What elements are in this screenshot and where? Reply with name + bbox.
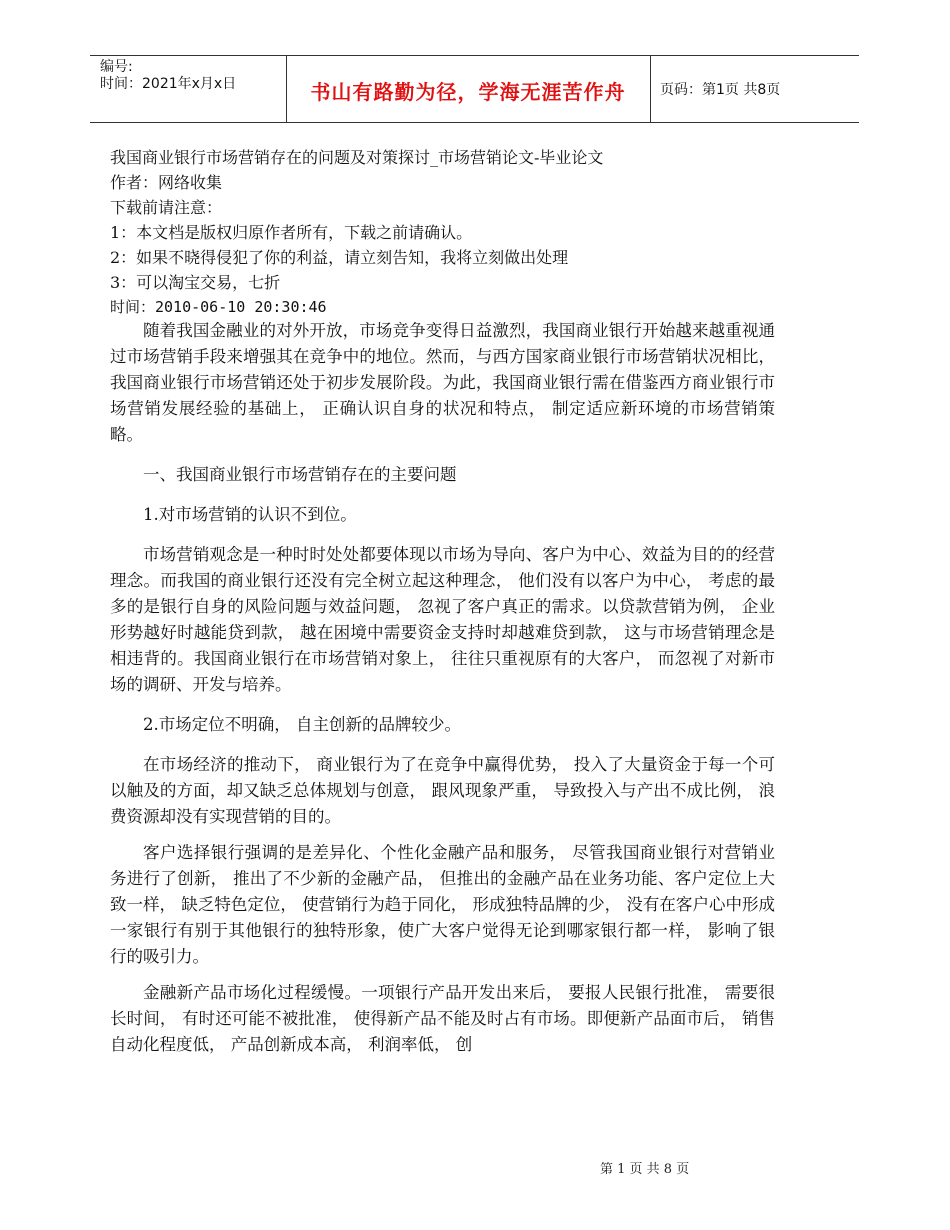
notice-item-1: 1：本文档是版权归原作者所有，下载之前请确认。 xyxy=(110,223,473,242)
body-paragraph: 在市场经济的推动下， 商业银行为了在竞争中赢得优势， 投入了大量资金于每一个可以触及的方面，却又缺乏总体规划与创意， 跟风现象严重， 导致投入与产出不成比例， 浪费资源却没有实现营销的目的。 xyxy=(110,755,775,826)
subsection-heading: 2.市场定位不明确， 自主创新的品牌较少。 xyxy=(143,715,461,734)
publish-time: 时间：2010-06-10 20:30:46 xyxy=(110,298,327,316)
notice-item-2: 2：如果不晓得侵犯了你的利益，请立刻告知，我将立刻做出处理 xyxy=(110,248,569,267)
document-meta xyxy=(110,145,790,320)
page-footer: 第 1 页 共 8 页 xyxy=(600,1162,690,1177)
page-info: 页码：第1页 共8页 xyxy=(660,82,781,98)
section-heading: 一、我国商业银行市场营销存在的主要问题 xyxy=(143,465,457,484)
author-line: 作者：网络收集 xyxy=(110,173,223,192)
intro-paragraph: 随着我国金融业的对外开放，市场竞争变得日益激烈，我国商业银行开始越来越重视通过市场营销手段来增强其在竞争中的地位。然而，与西方国家商业银行市场营销状况相比，我国商业银行市场营销还处于初步发展阶段。为此，我国商业银行需在借鉴西方商业银行市场营销发展经验的基础上， 正确认识自身的状况和特点， 制定适应新环境的市场营销策略。 xyxy=(110,321,775,444)
notice-item-3: 3：可以淘宝交易，七折 xyxy=(110,273,281,292)
header-left-cell xyxy=(100,59,290,119)
document-title: 我国商业银行市场营销存在的问题及对策探讨_市场营销论文-毕业论文 xyxy=(110,148,604,167)
date-label: 时间：2021年x月x日 xyxy=(100,76,237,92)
article-body xyxy=(110,318,775,1068)
download-notice: 下载前请注意： xyxy=(110,198,223,217)
body-paragraph: 市场营销观念是一种时时处处都要体现以市场为导向、客户为中心、效益为目的的经营理念。而我国的商业银行还没有完全树立起这种理念， 他们没有以客户为中心， 考虑的最多的是银行自身的风险问题与效益问题， 忽视了客户真正的需求。以贷款营销为例， 企业形势越好时越能贷到款， 越在困境中需要资金支持时却越难贷到款， 这与市场营销理念是相违背的。我国商业银行在市场营销对象上， 往往只重视原有的大客户， 而忽视了对新市场的调研、开发与培养。 xyxy=(110,545,775,694)
divider xyxy=(650,56,651,122)
body-paragraph: 客户选择银行强调的是差异化、个性化金融产品和服务， 尽管我国商业银行对营销业务进行了创新， 推出了不少新的金融产品， 但推出的金融产品在业务功能、客户定位上大致一样， 缺乏特色定位， 使营销行为趋于同化， 形成独特品牌的少， 没有在客户心中形成一家银行有别于其他银行的独特形象，使广大客户觉得无论到哪家银行都一样， 影响了银行的吸引力。 xyxy=(110,843,775,966)
header-motto: 书山有路勤为径，学海无涯苦作舟 xyxy=(310,80,626,104)
body-paragraph: 金融新产品市场化过程缓慢。一项银行产品开发出来后， 要报人民银行批准， 需要很长时间， 有时还可能不被批准， 使得新产品不能及时占有市场。即便新产品面市后， 销售自动化程度低， 产品创新成本高， 利润率低， 创 xyxy=(110,983,775,1054)
number-label: 编号: xyxy=(100,59,133,75)
subsection-heading: 1.对市场营销的认识不到位。 xyxy=(143,505,357,524)
header-table xyxy=(90,55,859,123)
